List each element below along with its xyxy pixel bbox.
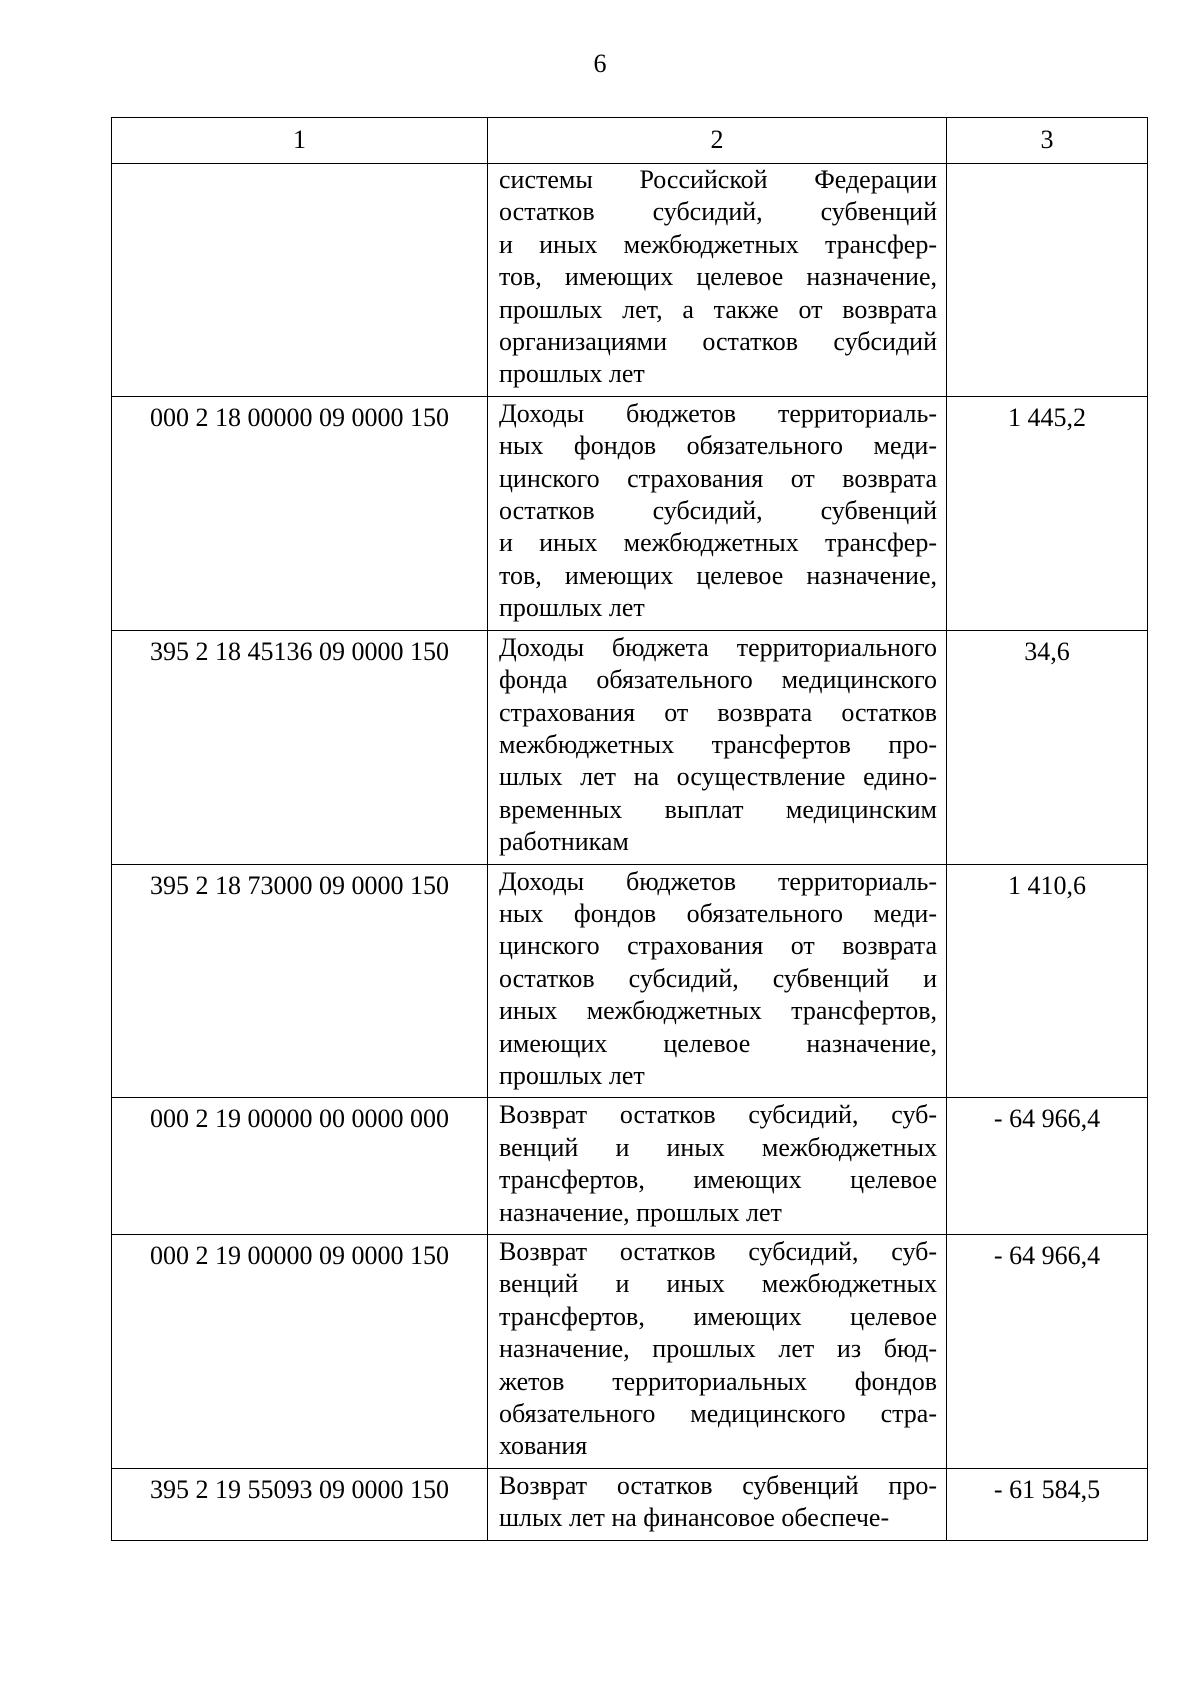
description-line: Возврат остатков субвенций про- [499,1470,937,1500]
amount-value: 34,6 [947,630,1148,864]
description-line: назначение, прошлых лет [499,1197,782,1227]
revenue-description [488,1098,947,1235]
description-line: трансфертов, имеющих целевое [499,1301,937,1331]
description-line: остатков субсидий, субвенций [499,496,937,526]
description-line: прошлых лет, а также от возврата [499,294,937,324]
revenue-description [488,1235,947,1469]
classification-code: 000 2 19 00000 09 0000 150 [112,1235,488,1469]
description-line: тов, имеющих целевое назначение, [499,262,937,292]
amount-value: - 64 966,4 [947,1235,1148,1469]
description-line: межбюджетных трансфертов про- [499,729,937,759]
classification-code: 395 2 18 73000 09 0000 150 [112,864,488,1098]
revenue-description [488,864,947,1098]
description-line: и иных межбюджетных трансфер- [499,229,937,259]
table-header-row [112,118,1148,164]
description-line: обязательного медицинского стра- [499,1399,937,1429]
description-line: хования [499,1431,588,1461]
classification-code: 395 2 18 45136 09 0000 150 [112,630,488,864]
amount-value: - 64 966,4 [947,1098,1148,1235]
description-line: Возврат остатков субсидий, суб- [499,1100,937,1130]
description-line: прошлых лет [499,593,645,623]
table-row [112,864,1148,1098]
amount-value: 1 445,2 [947,396,1148,630]
table-row [112,164,1148,397]
revenue-description [488,1468,947,1540]
amount-value: 1 410,6 [947,864,1148,1098]
table-row [112,1098,1148,1235]
revenue-description [488,164,947,397]
revenue-description [488,630,947,864]
description-line: страхования от возврата остатков [499,697,937,727]
description-line: шлых лет на осуществление едино- [499,762,937,792]
description-line: остатков субсидий, субвенций и [499,963,937,993]
description-line: венций и иных межбюджетных [499,1269,937,1299]
column-header-code: 1 [112,118,488,164]
budget-revenue-table [111,117,1148,1541]
classification-code: 000 2 19 00000 00 0000 000 [112,1098,488,1235]
description-line: трансфертов, имеющих целевое [499,1165,937,1195]
description-line: и иных межбюджетных трансфер- [499,528,937,558]
description-line: цинского страхования от возврата [499,931,937,961]
table-row [112,1235,1148,1469]
description-line: иных межбюджетных трансфертов, [499,996,937,1026]
table-row [112,396,1148,630]
column-header-amount: 3 [947,118,1148,164]
page-number: 6 [593,49,607,78]
description-line: шлых лет на финансовое обеспече- [499,1503,890,1533]
description-line: цинского страхования от возврата [499,463,937,493]
description-line: Доходы бюджетов территориаль- [499,866,937,896]
description-line: тов, имеющих целевое назначение, [499,560,937,590]
revenue-description [488,396,947,630]
description-line: временных выплат медицинским [499,794,937,824]
description-line: прошлых лет [499,359,645,389]
description-line: организациями остатков субсидий [499,327,937,357]
amount-value: - 61 584,5 [947,1468,1148,1540]
classification-code: 000 2 18 00000 09 0000 150 [112,396,488,630]
description-line: прошлых лет [499,1060,645,1090]
description-line: Возврат остатков субсидий, суб- [499,1237,937,1266]
classification-code [112,164,488,397]
description-line: Доходы бюджета территориального [499,632,937,662]
description-line: ных фондов обязательного меди- [499,431,937,461]
description-line: фонда обязательного медицинского [499,665,937,695]
table-row [112,630,1148,864]
description-line: остатков субсидий, субвенций [499,197,937,227]
description-line: работникам [499,827,629,857]
description-line: имеющих целевое назначение, [499,1028,937,1058]
description-line: венций и иных межбюджетных [499,1132,937,1162]
table-row [112,1468,1148,1540]
amount-value [947,164,1148,397]
description-line: Доходы бюджетов территориаль- [499,398,937,428]
classification-code: 395 2 19 55093 09 0000 150 [112,1468,488,1540]
description-line: назначение, прошлых лет из бюд- [499,1334,937,1364]
description-line: ных фондов обязательного меди- [499,898,937,928]
description-line: системы Российской Федерации [499,165,937,194]
description-line: жетов территориальных фондов [499,1366,937,1396]
column-header-description: 2 [488,118,947,164]
